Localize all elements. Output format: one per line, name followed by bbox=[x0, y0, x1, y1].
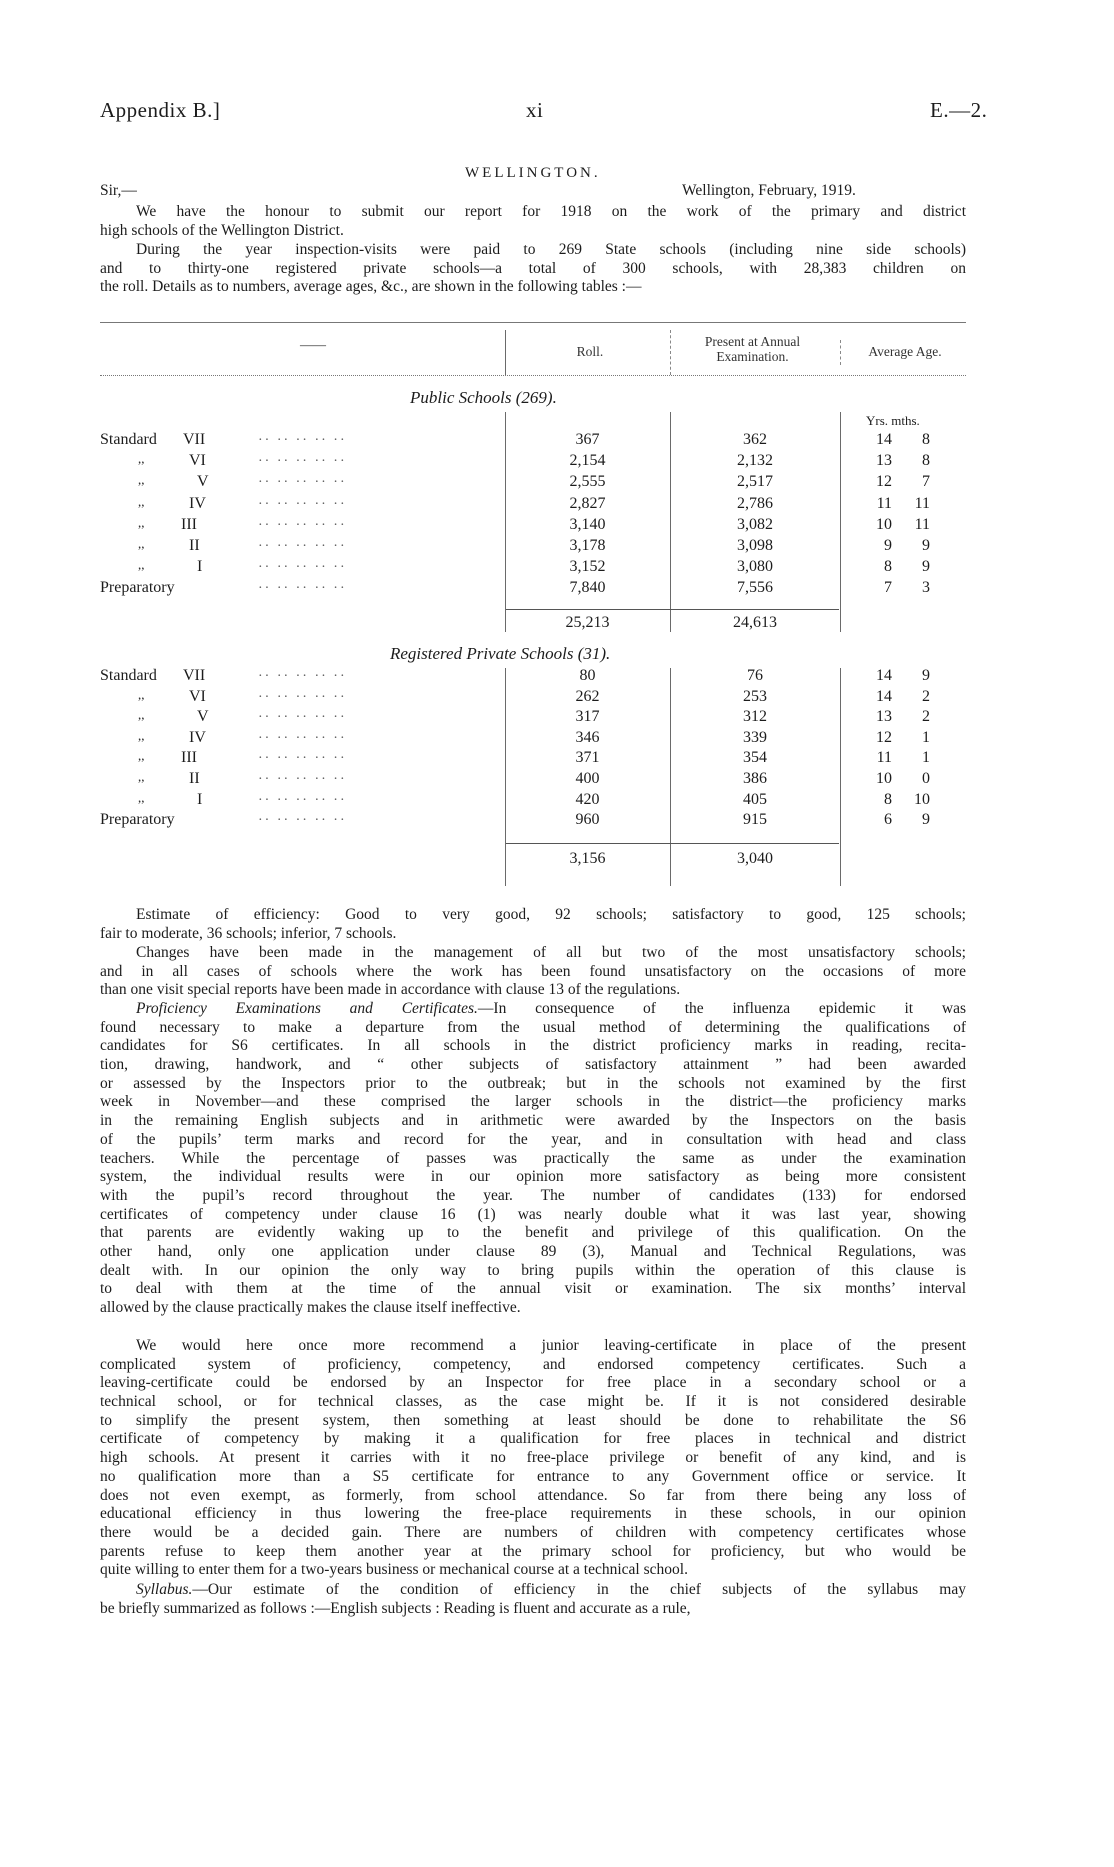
row-prefix: ,, bbox=[138, 493, 145, 509]
leader-dots: ·· ·· ·· ·· ·· bbox=[258, 454, 347, 470]
text-line: parents refuse to keep them another year at the primary school for proficiency, but who would be bbox=[100, 1542, 966, 1560]
age-years: 14 bbox=[876, 667, 892, 684]
leader-dots: ·· ·· ·· ·· ·· bbox=[258, 539, 347, 554]
age-years: 9 bbox=[884, 537, 892, 554]
leader-dots: ·· ·· ·· ·· ·· bbox=[258, 581, 347, 597]
column-rule bbox=[840, 668, 841, 886]
text-line: and to thirty-one registered private schools—a total of 300 schools, with 28,383 children on bbox=[100, 259, 966, 277]
text-line: to simplify the present system, then something at least should be done to rehabilitate the S6 bbox=[100, 1411, 966, 1429]
age-years: 12 bbox=[876, 728, 892, 746]
intro-paragraph-1 bbox=[100, 203, 966, 240]
present-value: 2,786 bbox=[737, 494, 773, 512]
roll-value: 262 bbox=[575, 687, 600, 705]
leader-dots: ·· ·· ·· ·· ·· bbox=[258, 792, 347, 808]
row-prefix: ,, bbox=[138, 769, 145, 784]
roll-value: 367 bbox=[575, 431, 600, 448]
text-line: Estimate of efficiency: Good to very good, 92 schools; satisfactory to good, 125 schools; bbox=[136, 906, 966, 923]
leader-dots: ·· ·· ·· ·· ·· bbox=[258, 560, 347, 576]
document-code: E.—2. bbox=[930, 98, 988, 122]
roll-value: 3,140 bbox=[569, 515, 606, 533]
section-title-public-schools: Public Schools (269). bbox=[410, 388, 557, 407]
row-prefix: Standard bbox=[100, 667, 157, 684]
roll-value: 371 bbox=[575, 749, 600, 767]
age-years: 11 bbox=[876, 749, 892, 767]
age-years: 11 bbox=[876, 494, 892, 512]
text-line: there would be a decided gain. There are numbers of children with competency certificates whose bbox=[100, 1523, 966, 1541]
page-number: xi bbox=[526, 98, 544, 122]
age-months: 9 bbox=[922, 558, 930, 576]
age-years: 13 bbox=[876, 708, 892, 726]
roll-value: 7,840 bbox=[569, 579, 606, 597]
age-years: 8 bbox=[884, 790, 892, 808]
column-rule bbox=[670, 330, 671, 375]
row-label: II bbox=[189, 537, 200, 554]
row-label: VI bbox=[189, 452, 206, 470]
row-label: V bbox=[197, 708, 209, 726]
age-months: 7 bbox=[922, 473, 930, 491]
text-line: certificate of competency by making it a qualification for free places in technical and district bbox=[100, 1430, 966, 1448]
column-rule bbox=[840, 340, 841, 365]
text-line: be briefly summarized as follows :—English subjects : Reading is fluent and accurate as a rule, bbox=[100, 1599, 691, 1617]
roll-value: 3,178 bbox=[569, 537, 606, 554]
paragraph-proficiency bbox=[100, 1000, 966, 1318]
present-value: 354 bbox=[743, 749, 767, 767]
leader-dots: ·· ·· ·· ·· ·· bbox=[258, 710, 347, 726]
text-line: teachers. While the percentage of passes was practically the same as under the examination bbox=[100, 1149, 966, 1167]
public-total-present: 24,613 bbox=[733, 614, 777, 631]
text-line: of the pupils’ term marks and record for the year, and in consultation with head and class bbox=[100, 1130, 966, 1148]
leader-dots: ·· ·· ·· ·· ·· bbox=[258, 689, 347, 705]
row-prefix: ,, bbox=[138, 748, 145, 764]
leader-dots: ·· ·· ·· ·· ·· bbox=[258, 813, 347, 829]
text-line: During the year inspection-visits were paid to 269 State schools (including nine side schools) bbox=[136, 241, 966, 258]
leader-dots: ·· ·· ·· ·· ·· bbox=[258, 433, 347, 448]
text-line: the roll. Details as to numbers, average ages, &c., are shown in the following tables :— bbox=[100, 278, 642, 296]
roll-value: 3,152 bbox=[569, 558, 606, 576]
present-value: 76 bbox=[747, 667, 763, 684]
total-rule bbox=[506, 609, 839, 610]
row-label: II bbox=[189, 770, 200, 787]
private-total-present: 3,040 bbox=[737, 850, 773, 867]
age-units-label: Yrs. mths. bbox=[866, 413, 920, 428]
present-value: 2,132 bbox=[737, 452, 773, 470]
text-line: system, the individual results were in our opinion more satisfactory as being more consistent bbox=[100, 1168, 966, 1186]
column-header-average-age: Average Age. bbox=[868, 344, 942, 359]
age-months: 9 bbox=[922, 667, 930, 684]
roll-value: 2,154 bbox=[569, 452, 606, 470]
text-line: that parents are evidently waking up to the benefit and privilege of this qualification. On the bbox=[100, 1224, 966, 1242]
age-months: 0 bbox=[922, 770, 930, 787]
paragraph-changes bbox=[100, 944, 966, 1000]
row-prefix: ,, bbox=[138, 536, 145, 551]
private-total-roll: 3,156 bbox=[569, 850, 606, 867]
roll-value: 317 bbox=[575, 708, 600, 726]
age-years: 7 bbox=[884, 579, 892, 597]
age-months: 11 bbox=[914, 515, 930, 533]
age-years: 10 bbox=[876, 770, 892, 787]
present-value: 386 bbox=[743, 770, 767, 787]
text-line: or assessed by the Inspectors prior to the outbreak; but in the schools not examined by the first bbox=[100, 1074, 966, 1092]
text-line: found necessary to make a departure from the usual method of determining the qualifications of bbox=[100, 1018, 966, 1036]
row-label: VII bbox=[183, 667, 206, 684]
text-line: high schools of the Wellington District. bbox=[100, 221, 344, 239]
age-months: 2 bbox=[922, 708, 930, 726]
roll-value: 420 bbox=[575, 790, 600, 808]
present-value: 3,080 bbox=[737, 558, 773, 576]
roll-value: 80 bbox=[579, 667, 596, 684]
row-label: Preparatory bbox=[100, 811, 175, 829]
page-title: WELLINGTON. bbox=[465, 165, 601, 181]
leader-dots: ·· ·· ·· ·· ·· bbox=[258, 772, 347, 787]
leader-dots: ·· ·· ·· ·· ·· bbox=[258, 517, 347, 533]
total-rule bbox=[506, 843, 839, 844]
section-title-private-schools: Registered Private Schools (31). bbox=[390, 644, 611, 663]
row-label: VII bbox=[183, 431, 206, 448]
present-value: 339 bbox=[743, 728, 767, 746]
row-label: Preparatory bbox=[100, 579, 175, 597]
present-value: 312 bbox=[743, 708, 767, 726]
text-line: We have the honour to submit our report for 1918 on the work of the primary and district bbox=[136, 203, 966, 220]
text-line: Changes have been made in the management of all but two of the most unsatisfactory schools; bbox=[136, 944, 966, 961]
leader-dots: ·· ·· ·· ·· ·· bbox=[258, 496, 347, 512]
column-header-blank: —— bbox=[300, 337, 326, 352]
public-total-roll: 25,213 bbox=[565, 614, 610, 631]
row-label: I bbox=[197, 790, 203, 808]
row-label: III bbox=[181, 515, 197, 533]
text-line: candidates for S6 certificates. In all schools in the district proficiency marks in reading, recita- bbox=[100, 1037, 966, 1055]
age-months: 11 bbox=[914, 494, 930, 512]
text-line: other hand, only one application under clause 89 (3), Manual and Technical Regulations, was bbox=[100, 1242, 966, 1260]
dateline: Wellington, February, 1919. bbox=[682, 182, 856, 199]
text-line: than one visit special reports have been made in accordance with clause 13 of the regulations. bbox=[100, 981, 681, 999]
paragraph-syllabus bbox=[100, 1581, 966, 1618]
age-months: 1 bbox=[922, 728, 930, 746]
paragraph-efficiency bbox=[100, 906, 966, 943]
text-line: technical school, or for technical classes, as the case might be. If it is not considered desirable bbox=[100, 1393, 966, 1411]
column-header-roll: Roll. bbox=[576, 344, 604, 359]
age-months: 9 bbox=[922, 811, 930, 829]
age-months: 3 bbox=[922, 579, 930, 597]
age-years: 6 bbox=[884, 811, 892, 829]
age-years: 13 bbox=[876, 452, 892, 470]
leader-dots: ·· ·· ·· ·· ·· bbox=[258, 475, 347, 491]
present-value: 253 bbox=[743, 687, 767, 705]
salutation: Sir,— bbox=[100, 182, 137, 199]
age-months: 8 bbox=[922, 452, 930, 470]
row-prefix: Standard bbox=[100, 431, 157, 448]
row-label: IV bbox=[189, 494, 206, 512]
paragraph-leaving-certificate bbox=[100, 1337, 966, 1580]
text-line: dealt with. In our opinion the only way to bring pupils within the operation of this clause is bbox=[100, 1261, 966, 1279]
age-months: 2 bbox=[922, 687, 930, 705]
roll-value: 2,827 bbox=[569, 494, 606, 512]
row-label: VI bbox=[189, 687, 206, 705]
age-months: 8 bbox=[922, 431, 930, 448]
row-label: V bbox=[197, 473, 209, 491]
text-line: quite willing to enter them for a two-years business or mechanical course at a technical school. bbox=[100, 1561, 688, 1579]
row-label: I bbox=[197, 558, 203, 576]
leader-dots: ·· ·· ·· ·· ·· bbox=[258, 751, 347, 767]
text-line: leaving-certificate could be endorsed by an Inspector for free place in a secondary school or a bbox=[100, 1374, 966, 1392]
age-years: 14 bbox=[876, 687, 892, 705]
text-line: to deal with them at the time of the annual visit or examination. The six months’ interval bbox=[100, 1280, 966, 1298]
text-line: We would here once more recommend a junior leaving-certificate in place of the present bbox=[136, 1337, 966, 1354]
text-line: Proficiency Examinations and Certificates.—In consequence of the influenza epidemic it was bbox=[136, 1000, 966, 1017]
present-value: 362 bbox=[743, 431, 767, 448]
text-line: does not even exempt, as formerly, from school attendance. So far from there being any loss of bbox=[100, 1486, 966, 1504]
present-value: 3,082 bbox=[737, 515, 773, 533]
row-prefix: ,, bbox=[138, 451, 145, 467]
table-top-rule bbox=[100, 322, 966, 323]
row-prefix: ,, bbox=[138, 727, 145, 743]
age-years: 8 bbox=[884, 558, 892, 576]
intro-paragraph-2 bbox=[100, 241, 966, 297]
column-rule bbox=[840, 412, 841, 632]
row-prefix: ,, bbox=[138, 557, 145, 573]
text-line: educational efficiency in thus lowering the free-place requirements in these schools, in our opinion bbox=[100, 1505, 966, 1523]
text-line: certificates of competency under clause 16 (1) was nearly double what it was last year, showing bbox=[100, 1205, 966, 1223]
header-rule bbox=[100, 375, 966, 376]
text-line: tion, drawing, handwork, and “ other subjects of satisfactory attainment ” had been awarded bbox=[100, 1056, 966, 1074]
leader-dots: ·· ·· ·· ·· ·· bbox=[258, 730, 347, 746]
appendix-label: Appendix B.] bbox=[100, 98, 221, 122]
text-line: Syllabus.—Our estimate of the condition of efficiency in the chief subjects of the syllabus may bbox=[136, 1581, 966, 1598]
column-header-present: Present at Annual Examination. bbox=[704, 334, 801, 364]
age-years: 12 bbox=[876, 473, 892, 491]
leader-dots: ·· ·· ·· ·· ·· bbox=[258, 669, 347, 684]
roll-value: 960 bbox=[575, 811, 600, 829]
row-prefix: ,, bbox=[138, 472, 145, 488]
row-label: IV bbox=[189, 728, 206, 746]
row-prefix: ,, bbox=[138, 686, 145, 702]
text-line: high schools. At present it carries with it no free-place privilege or benefit of any kind, and is bbox=[100, 1449, 966, 1467]
age-months: 1 bbox=[922, 749, 930, 767]
text-line: with the pupil’s record throughout the year. The number of candidates (133) for endorsed bbox=[100, 1186, 966, 1204]
row-label: III bbox=[181, 749, 197, 767]
row-prefix: ,, bbox=[138, 789, 145, 805]
text-line: week in November—and these comprised the larger schools in the district—the proficiency marks bbox=[100, 1093, 966, 1111]
age-months: 9 bbox=[922, 537, 930, 554]
column-rule bbox=[505, 330, 506, 375]
present-value: 2,517 bbox=[737, 473, 773, 491]
present-value: 915 bbox=[743, 811, 767, 829]
present-value: 405 bbox=[743, 790, 767, 808]
age-years: 10 bbox=[876, 515, 892, 533]
text-line: complicated system of proficiency, competency, and endorsed competency certificates. Such a bbox=[100, 1355, 966, 1373]
age-years: 14 bbox=[876, 431, 892, 448]
present-value: 7,556 bbox=[737, 579, 773, 597]
present-value: 3,098 bbox=[737, 537, 773, 554]
text-line: no qualification more than a S5 certificate for entrance to any Government office or service. It bbox=[100, 1467, 966, 1485]
age-months: 10 bbox=[914, 790, 930, 808]
roll-value: 2,555 bbox=[569, 473, 606, 491]
roll-value: 346 bbox=[575, 728, 600, 746]
roll-value: 400 bbox=[575, 770, 600, 787]
text-line: in the remaining English subjects and in arithmetic were awarded by the Inspectors on the basis bbox=[100, 1112, 966, 1130]
row-prefix: ,, bbox=[138, 707, 145, 723]
text-line: fair to moderate, 36 schools; inferior, 7 schools. bbox=[100, 924, 397, 942]
text-line: and in all cases of schools where the work has been found unsatisfactory on the occasions of more bbox=[100, 962, 966, 980]
row-prefix: ,, bbox=[138, 514, 145, 530]
text-line: allowed by the clause practically makes the clause itself ineffective. bbox=[100, 1299, 521, 1316]
